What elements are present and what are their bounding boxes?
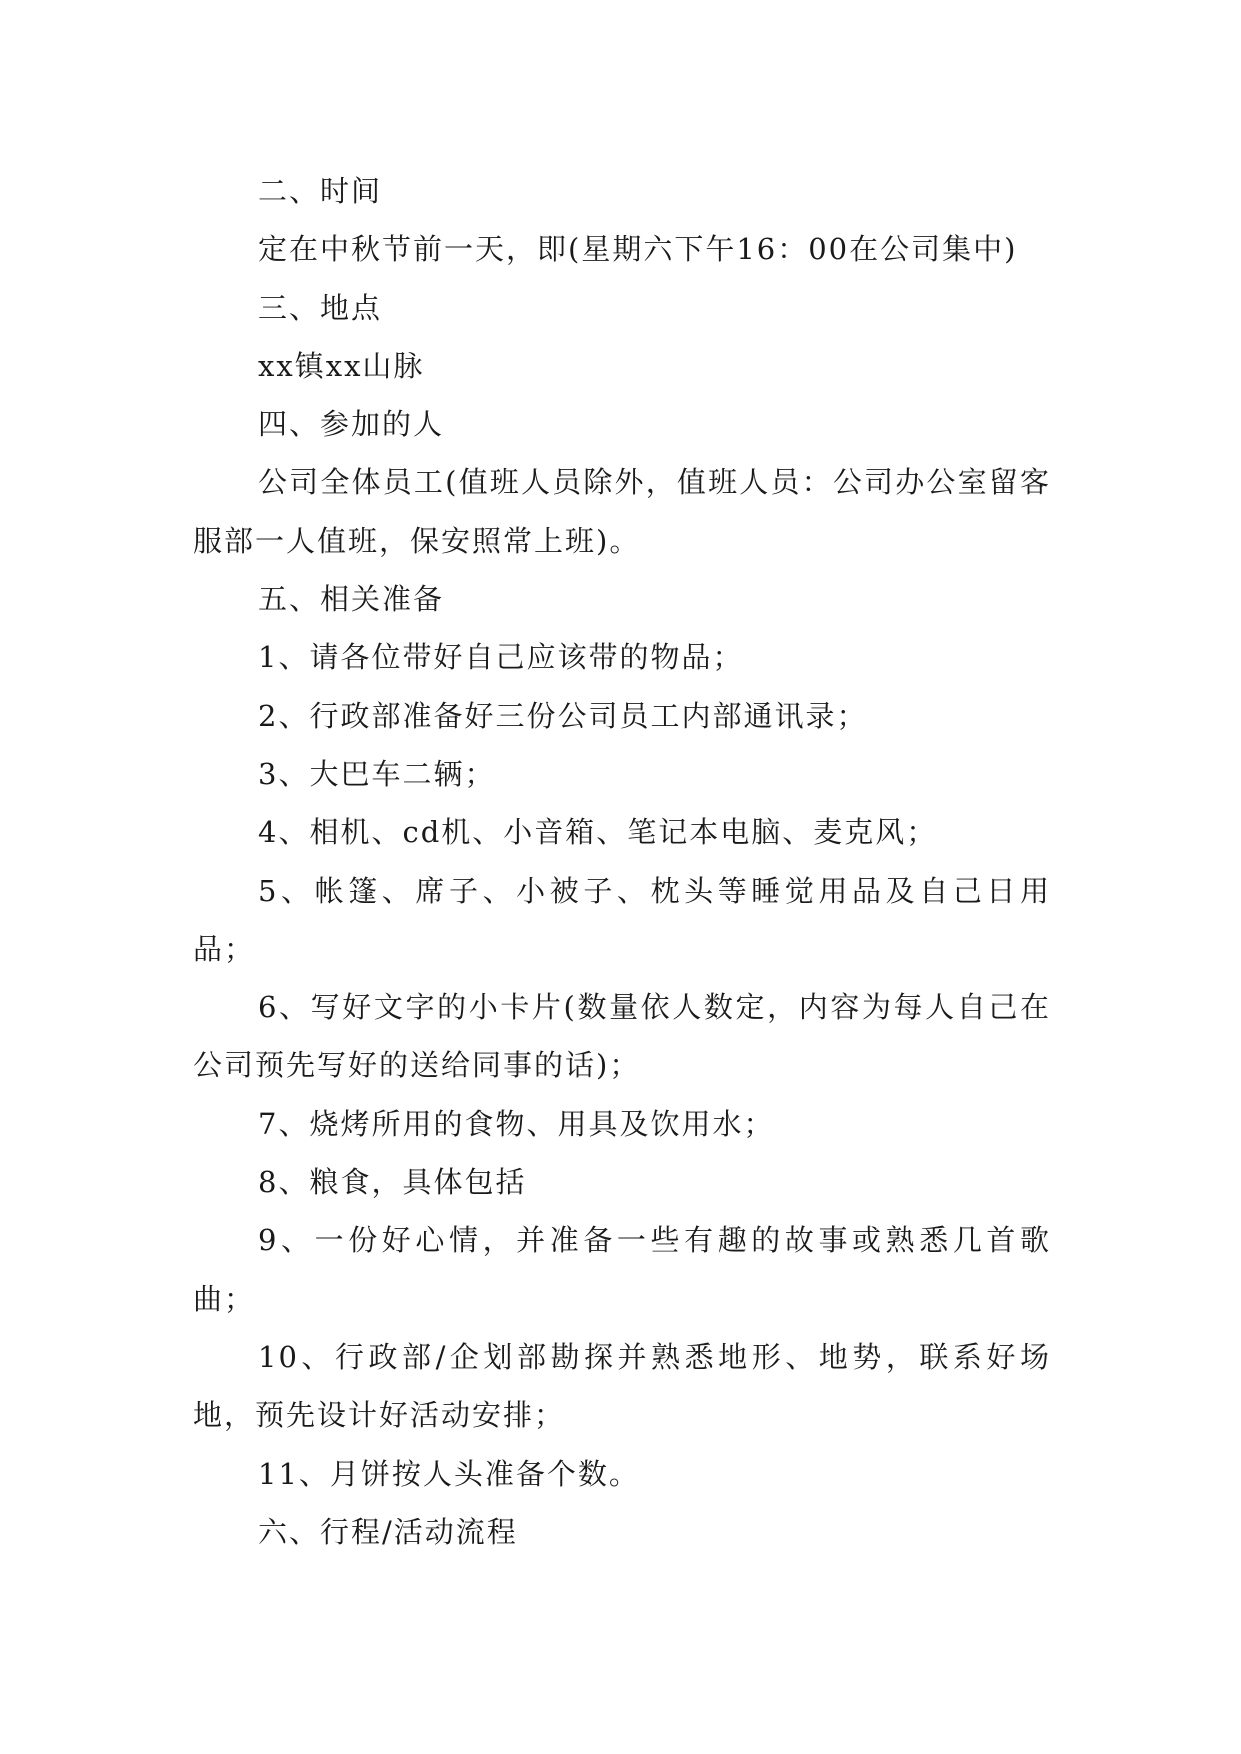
preparation-item-7: 7、烧烤所用的食物、用具及饮用水； <box>258 1106 775 1141</box>
document-page <box>193 162 1051 1561</box>
preparation-item-6: 6、写好文字的小卡片(数量依人数定，内容为每人自己在公司预先写好的送给同事的话)； <box>193 990 1051 1083</box>
preparation-item-2: 2、行政部准备好三份公司员工内部通讯录； <box>258 698 868 733</box>
preparation-item-1: 1、请各位带好自己应该带的物品； <box>258 640 744 675</box>
preparation-item-8: 8、粮食，具体包括 <box>258 1165 527 1200</box>
section-heading-location: 三、地点 <box>258 290 383 325</box>
preparation-item-3: 3、大巴车二辆； <box>258 756 496 791</box>
preparation-item-5: 5、帐篷、席子、小被子、枕头等睡觉用品及自己日用品； <box>193 873 1051 966</box>
section-heading-schedule: 六、行程/活动流程 <box>258 1514 518 1549</box>
time-detail: 定在中秋节前一天，即(星期六下午16：00在公司集中) <box>258 232 1018 267</box>
preparation-item-10: 10、行政部/企划部勘探并熟悉地形、地势，联系好场地，预先设计好活动安排； <box>193 1339 1051 1433</box>
section-heading-preparation: 五、相关准备 <box>258 582 445 617</box>
preparation-item-4: 4、相机、cd机、小音箱、笔记本电脑、麦克风； <box>258 815 938 850</box>
section-heading-time: 二、时间 <box>258 174 383 208</box>
preparation-item-9: 9、一份好心情，并准备一些有趣的故事或熟悉几首歌曲； <box>193 1223 1051 1316</box>
preparation-item-11: 11、月饼按人头准备个数。 <box>258 1456 640 1491</box>
location-detail: xx镇xx山脉 <box>258 348 425 383</box>
section-heading-participants: 四、参加的人 <box>258 407 445 442</box>
participants-detail: 公司全体员工(值班人员除外，值班人员：公司办公室留客服部一人值班，保安照常上班)。 <box>193 465 1051 558</box>
